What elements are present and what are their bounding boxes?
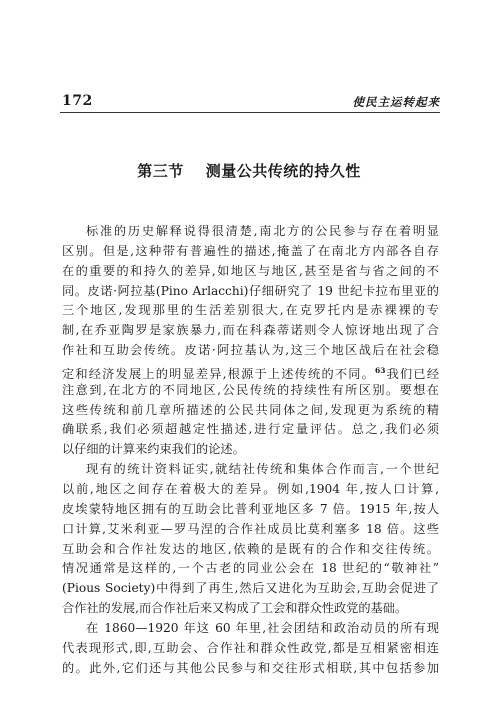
text-line: 代表现形式,即,互助会、合作社和群众性政党,都是互相紧密相连 <box>62 640 439 655</box>
text-line: 现有的统计资料证实,就结社传统和集体合作而言,一个世纪 <box>86 462 439 477</box>
text-line: 以前,地区之间存在着极大的差异。例如,1904 年,按人口计算, <box>62 481 439 496</box>
footnote-marker[interactable]: 63 <box>375 365 386 375</box>
text-line-with-note <box>62 361 439 381</box>
text-segment: 定和经济发展上的明显差异,根源于上述传统的不同。 <box>62 366 376 381</box>
text-line: (Pious Society)中得到了再生,然后又进化为互助会,互助会促进了 <box>62 581 439 596</box>
section-number: 第三节 <box>137 162 184 180</box>
running-head: 使民主运转起来 <box>352 95 440 109</box>
text-line: 互助会和合作社发达的地区,依赖的是既有的合作和交往传统。 <box>62 541 439 556</box>
text-line: 在 1860—1920 年这 60 年里,社会团结和政治动员的所有现 <box>86 620 439 635</box>
text-line: 同。皮诺·阿拉基(Pino Arlacchi)仔细研究了 19 世纪卡拉布里亚的 <box>62 283 439 298</box>
text-line: 以仔细的计算来约束我们的论述。 <box>62 442 245 457</box>
header-rule <box>60 112 440 113</box>
page-number: 172 <box>62 93 93 109</box>
text-line: 的。此外,它们还与其他公民参与和交往形式相联,其中包括参加 <box>62 660 439 675</box>
text-line: 区别。但是,这种带有普遍性的描述,掩盖了在南北方内部各自存 <box>62 243 439 258</box>
text-line: 制,在乔亚陶罗是家族暴力,而在科森蒂诺则令人惊讶地出现了合 <box>62 323 439 338</box>
text-line: 合作社的发展,而合作社后来又构成了工会和群众性政党的基础。 <box>62 601 408 616</box>
text-line: 在的重要的和持久的差异,如地区与地区,甚至是省与省之间的不 <box>62 263 439 278</box>
section-heading: 测量公共传统的持久性 <box>205 162 361 180</box>
text-line: 这些传统和前几章所描述的公民共同体之间,发现更为系统的精 <box>62 402 439 417</box>
body-text <box>62 222 439 678</box>
text-line: 情况通常是这样的,一个古老的同业公会在 18 世纪的“敬神社” <box>62 561 439 576</box>
text-line: 注意到,在北方的不同地区,公民传统的持续性有所区别。要想在 <box>62 382 439 397</box>
text-segment: 我们已经 <box>385 366 439 381</box>
text-line: 作社和互助会传统。皮诺·阿拉基认为,这三个地区战后在社会稳 <box>62 343 439 358</box>
text-line: 皮埃蒙特地区拥有的互助会比普利亚地区多 7 倍。1915 年,按人 <box>62 501 439 516</box>
text-line: 三个地区,发现那里的生活差别很大,在克罗托内是赤裸裸的专 <box>62 303 439 318</box>
text-line: 口计算,艾米利亚—罗马涅的合作社成员比莫利塞多 18 倍。这些 <box>62 521 439 536</box>
section-title <box>0 160 498 181</box>
text-line: 确联系,我们必须超越定性描述,进行定量评估。总之,我们必须 <box>62 422 439 437</box>
page-header <box>0 0 498 110</box>
text-line: 标准的历史解释说得很清楚,南北方的公民参与存在着明显 <box>86 224 439 238</box>
